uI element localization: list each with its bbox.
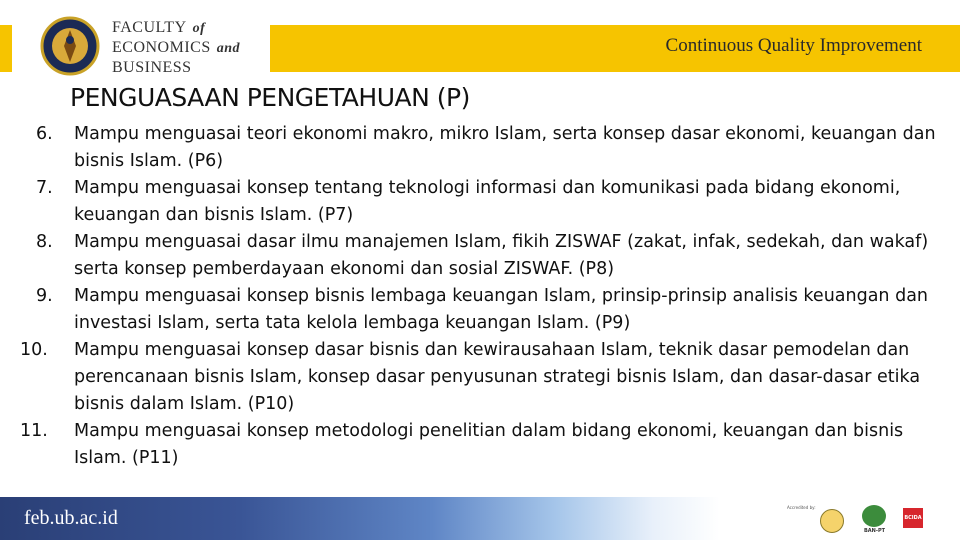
bcida-logo-icon: BCIDA [903,508,923,528]
item-number: 11. [20,421,48,441]
faculty-and: and [216,41,241,56]
faculty-line-3: BUSINESS [112,59,192,76]
item-number: 8. [36,232,53,252]
item-text: Mampu menguasai konsep dasar bisnis dan kewirausahaan Islam, teknik dasar pemodelan dan perencanaan bisnis Islam, konsep dasar penyusunan strategi bisnis Islam, dan dasar-dasar etika bisnis dalam Islam. (P10) [74,340,921,414]
item-number: 7. [36,178,53,198]
list-item [20,337,940,418]
list-item [20,418,940,472]
list-item [30,229,940,283]
footer-bar [0,497,960,540]
item-text: Mampu menguasai dasar ilmu manajemen Islam, fikih ZISWAF (zakat, infak, sedekah, dan wakaf) serta konsep pemberdayaan ekonomi dan sosial ZISWAF. (P8) [74,232,929,279]
ban-pt-logo-icon [862,505,886,527]
item-number: 9. [36,286,53,306]
list-item [30,121,940,175]
header-accent-left [0,25,12,72]
item-number: 10. [20,340,48,360]
page-title: PENGUASAAN PENGETAHUAN (P) [70,83,470,112]
faculty-wordmark [112,18,240,77]
faculty-of: of [192,21,206,36]
item-text: Mampu menguasai teori ekonomi makro, mikro Islam, serta konsep dasar ekonomi, keuangan dan bisnis Islam. (P6) [74,124,936,171]
accredited-label: Accredited by: [787,505,816,510]
header-tagline: Continuous Quality Improvement [665,35,922,56]
university-seal-logo [40,16,100,76]
accreditation-badge-icon [820,509,844,533]
item-text: Mampu menguasai konsep bisnis lembaga keuangan Islam, prinsip-prinsip analisis keuangan dan investasi Islam, serta tata kelola lembaga keuangan Islam. (P9) [74,286,929,333]
competency-list [20,121,940,472]
footer-url: feb.ub.ac.id [24,507,118,529]
list-item [30,283,940,337]
faculty-line-1: FACULTY [112,19,187,36]
faculty-line-2: ECONOMICS [112,39,211,56]
ban-pt-label: BAN-PT [864,528,886,534]
item-number: 6. [36,124,53,144]
item-text: Mampu menguasai konsep metodologi penelitian dalam bidang ekonomi, keuangan dan bisnis Islam. (P11) [74,421,904,468]
item-text: Mampu menguasai konsep tentang teknologi informasi dan komunikasi pada bidang ekonomi, keuangan dan bisnis Islam. (P7) [74,178,901,225]
list-item [30,175,940,229]
